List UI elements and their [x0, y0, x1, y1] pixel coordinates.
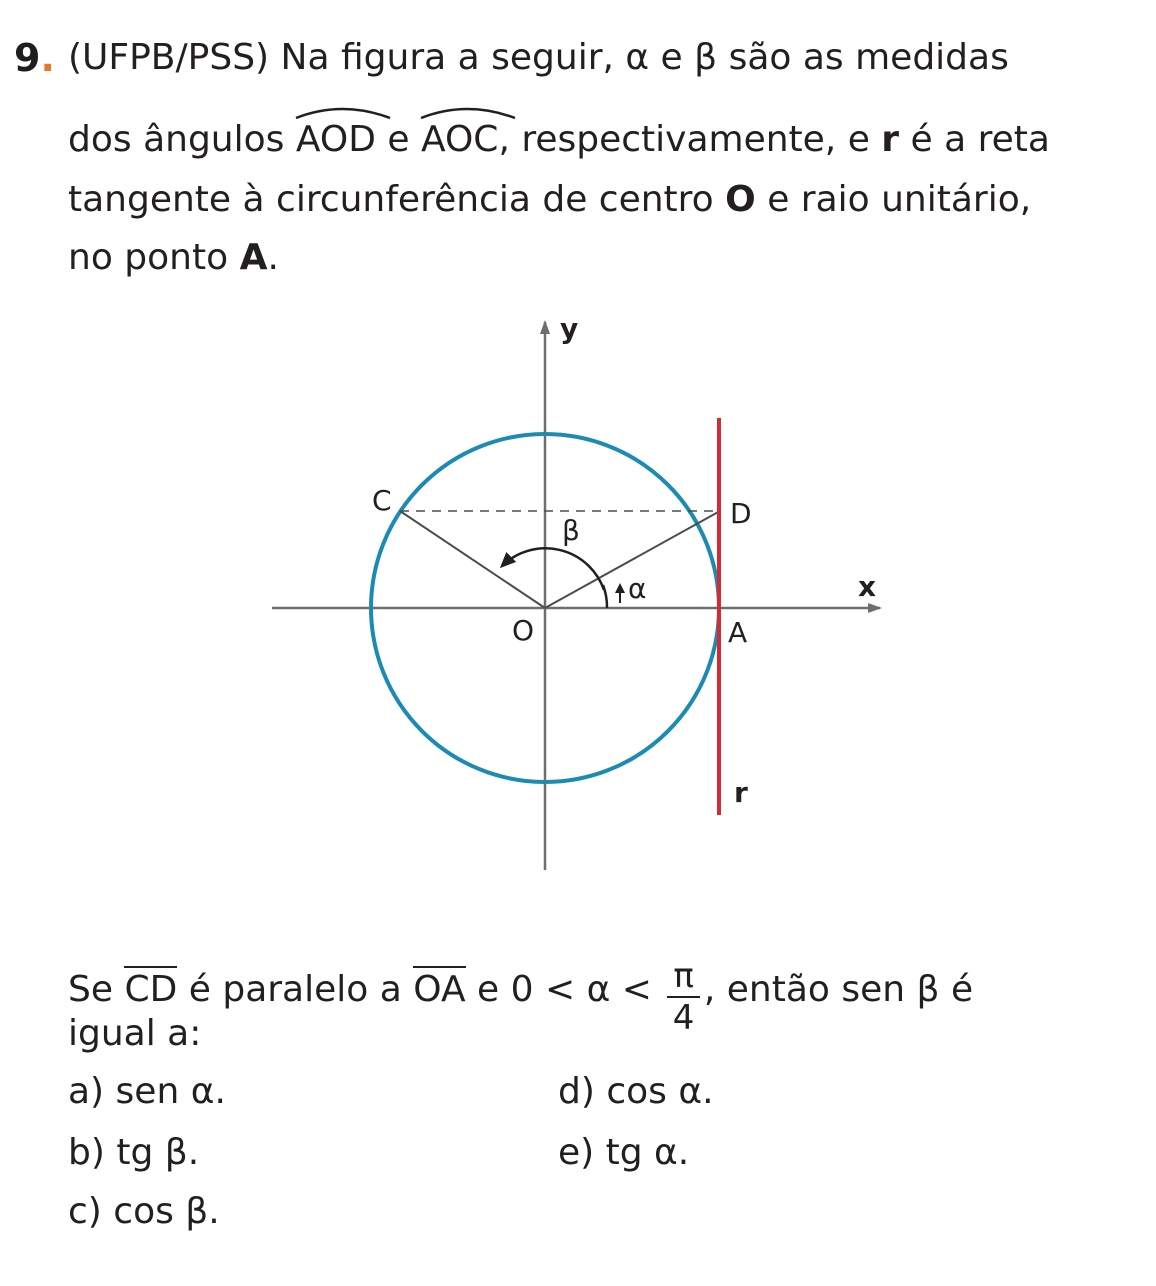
question-text-2c: , respectivamente, e — [498, 119, 882, 160]
option-c: c) cos β. — [68, 1191, 220, 1232]
fraction-pi-over-4 — [667, 956, 699, 1038]
question-line-4 — [68, 236, 279, 280]
label-alpha: α — [628, 572, 647, 605]
condition-igual: igual a: — [68, 1013, 202, 1054]
label-o: O — [512, 614, 535, 647]
question-text-1: (UFPB/PSS) Na figura a seguir, α e β são as medidas — [68, 37, 1009, 78]
arc-aoc: AOC — [421, 118, 498, 162]
question-text-2b: e — [375, 119, 421, 160]
r-bold: r — [881, 119, 900, 160]
option-b: b) tg β. — [68, 1132, 200, 1173]
condition-inequality: e 0 < α < — [465, 969, 664, 1010]
alpha-arc — [603, 585, 607, 608]
segment-oa-label: OA — [413, 966, 465, 1010]
arc-aoc-hat — [419, 104, 519, 124]
label-x: x — [858, 570, 877, 603]
condition-se: Se — [68, 969, 125, 1010]
question-text-4a: no ponto — [68, 237, 240, 278]
o-bold: O — [725, 179, 756, 220]
a-bold: A — [239, 237, 268, 278]
condition-then: , então sen β é — [703, 969, 974, 1010]
segment-cd-label: CD — [124, 966, 177, 1010]
label-d: D — [730, 497, 752, 530]
fraction-numerator: π — [667, 956, 699, 998]
question-line-3 — [68, 178, 1031, 222]
condition-line-2 — [68, 1012, 201, 1056]
unit-circle-figure — [0, 300, 1156, 890]
question-text-3a: tangente à circunferência de centro — [68, 179, 726, 220]
condition-paralelo: é paralelo a — [177, 969, 414, 1010]
label-c: C — [372, 484, 392, 517]
question-number: 9. — [14, 36, 55, 80]
label-r: r — [734, 776, 748, 809]
fraction-denominator: 4 — [672, 998, 695, 1038]
label-beta: β — [562, 514, 580, 547]
label-y: y — [560, 312, 579, 345]
segment-oc — [400, 511, 545, 608]
label-a: A — [728, 616, 748, 649]
question-text-2a: dos ângulos — [68, 119, 296, 160]
question-text-2d: é a reta — [899, 119, 1050, 160]
option-e: e) tg α. — [558, 1132, 690, 1173]
question-line-2 — [68, 118, 1050, 162]
option-d: d) cos α. — [558, 1071, 714, 1112]
arc-aod-hat — [294, 104, 394, 124]
question-text-4b: . — [267, 237, 279, 278]
question-line-1 — [68, 36, 1009, 80]
option-a: a) sen α. — [68, 1071, 226, 1112]
arc-aod: AOD — [296, 118, 376, 162]
question-text-3b: e raio unitário, — [755, 179, 1032, 220]
